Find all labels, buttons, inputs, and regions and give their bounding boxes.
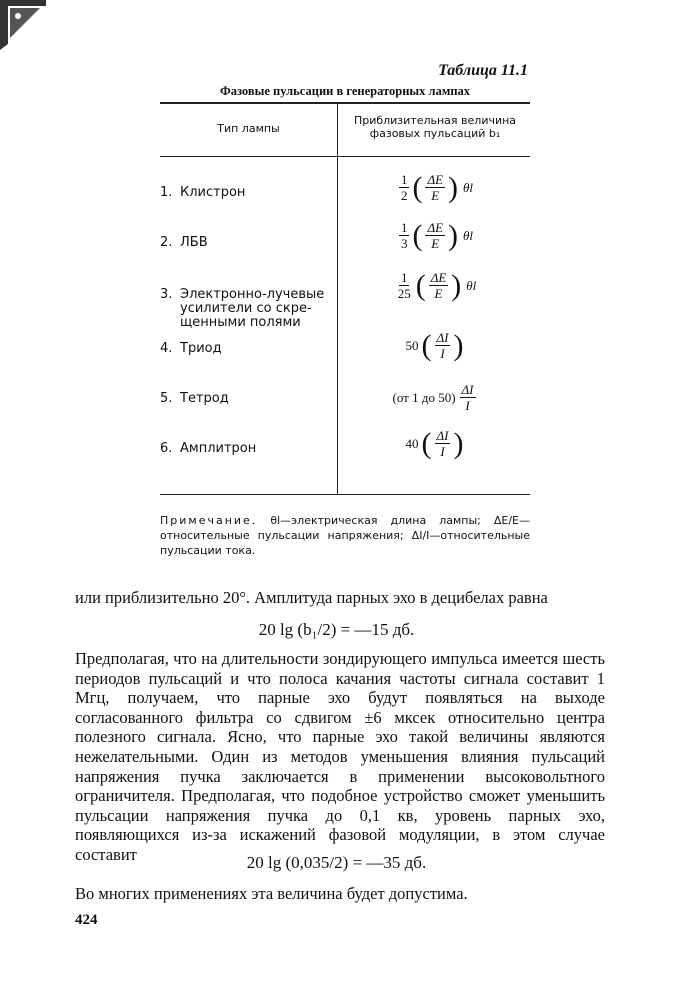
row-formula-1 bbox=[340, 172, 530, 203]
ratio-fraction bbox=[429, 270, 449, 301]
equation-2: 20 lg (0,035/2) = —35 дб. bbox=[246, 853, 427, 872]
formula-suffix: θl bbox=[466, 277, 477, 293]
formula-prefix: (от 1 до 50) bbox=[392, 389, 456, 405]
formula-coefficient bbox=[399, 220, 410, 251]
right-paren-icon: ) bbox=[448, 170, 459, 204]
row-formula-3 bbox=[340, 270, 530, 301]
row-label-2 bbox=[160, 236, 335, 250]
left-paren-icon: ( bbox=[412, 218, 423, 252]
table-note bbox=[160, 513, 530, 558]
paragraph-2: Предполагая, что на длительности зондирующего импульса имеется шесть периодов пульсаций и что полоса качания частоты сигнала составит 1 Мгц, получаем, что парные эхо будут появляться на выходе согласованного фильтра со сдвигом ±6 мксек относительно центра полезного сигнала. Ясно, что парные эхо такой величины являются нежелательными. Один из методов уменьшения влияния пульсаций напряжения пучка заключается в применении высоковольтного ограничителя. Предполагая, что подобное устройство сможет уменьшить пульсации напряжения пучка до 0,1 кв, уровень парных эхо, появляющихся из-за искажений фазовой модуляции, в этом случае составит bbox=[75, 649, 605, 864]
formula-prefix: 40 bbox=[405, 435, 419, 451]
ratio-denominator: I bbox=[465, 398, 470, 413]
column-header-value bbox=[340, 114, 530, 140]
left-paren-icon: ( bbox=[421, 426, 432, 460]
table-column-divider bbox=[337, 103, 338, 494]
row-label-line: Электронно-лучевые bbox=[180, 287, 325, 302]
right-paren-icon: ) bbox=[451, 268, 462, 302]
row-number: 2. bbox=[160, 235, 173, 250]
row-label-5 bbox=[160, 392, 335, 406]
ratio-numerator: ΔI bbox=[436, 428, 449, 443]
column-header-value-line1: Приблизительная величина bbox=[353, 114, 517, 127]
ratio-fraction bbox=[425, 172, 445, 203]
corner-ornament-icon bbox=[0, 0, 46, 50]
page-number: 424 bbox=[75, 912, 98, 928]
table-header-rule bbox=[160, 156, 530, 157]
row-label-6 bbox=[160, 442, 335, 456]
coef-numerator: 1 bbox=[400, 220, 408, 235]
row-number: 5. bbox=[160, 391, 173, 406]
ratio-denominator: I bbox=[440, 346, 445, 361]
coef-numerator: 1 bbox=[400, 270, 408, 285]
row-label-line: Триод bbox=[180, 341, 222, 356]
column-header-type: Тип лампы bbox=[217, 122, 280, 135]
table-note-text: θl—электрическая длина лампы; ΔE/E—относительные пульсации напряжения; ΔI/I—относительные пульсации тока. bbox=[160, 514, 530, 557]
row-label-line: Тетрод bbox=[180, 391, 229, 406]
formula-suffix: θl bbox=[463, 227, 474, 243]
right-paren-icon: ) bbox=[448, 218, 459, 252]
row-number: 6. bbox=[160, 441, 173, 456]
row-number: 4. bbox=[160, 341, 173, 356]
coef-denominator: 25 bbox=[397, 286, 411, 301]
coef-numerator: 1 bbox=[400, 172, 408, 187]
ratio-numerator: ΔI bbox=[461, 382, 474, 397]
row-formula-2 bbox=[340, 220, 530, 251]
row-label-line: усилители со скре- bbox=[180, 301, 312, 316]
ratio-numerator: ΔE bbox=[427, 172, 444, 187]
table-note-lead: Примечание. bbox=[160, 514, 258, 527]
ratio-denominator: E bbox=[431, 188, 440, 203]
coef-denominator: 3 bbox=[400, 236, 408, 251]
row-label-line: Клистрон bbox=[180, 185, 246, 200]
table-top-rule bbox=[160, 102, 530, 104]
formula-prefix: 50 bbox=[405, 337, 419, 353]
row-label-line: щенными полями bbox=[180, 315, 301, 330]
equation-1: 20 lg (b₁/2) = —15 дб. bbox=[258, 620, 415, 639]
ratio-fraction bbox=[435, 330, 451, 361]
right-paren-icon: ) bbox=[453, 328, 464, 362]
row-formula-4 bbox=[340, 330, 530, 361]
formula-coefficient bbox=[399, 172, 410, 203]
ratio-denominator: I bbox=[440, 444, 445, 459]
table-bottom-rule bbox=[160, 494, 530, 495]
left-paren-icon: ( bbox=[415, 268, 426, 302]
table-title: Фазовые пульсации в генераторных лампах bbox=[219, 84, 471, 98]
ratio-fraction bbox=[435, 428, 451, 459]
row-label-1 bbox=[160, 186, 335, 200]
paragraph-3: Во многих применениях эта величина будет допустима. bbox=[75, 884, 468, 903]
row-label-line: ЛБВ bbox=[180, 235, 208, 250]
row-label-line: Амплитрон bbox=[180, 441, 257, 456]
ratio-numerator: ΔI bbox=[436, 330, 449, 345]
table-caption: Таблица 11.1 bbox=[438, 62, 528, 79]
coef-denominator: 2 bbox=[400, 188, 408, 203]
left-paren-icon: ( bbox=[421, 328, 432, 362]
formula-suffix: θl bbox=[463, 179, 474, 195]
formula-coefficient bbox=[396, 270, 413, 301]
paragraph-1: или приблизительно 20°. Амплитуда парных эхо в децибелах равна bbox=[75, 588, 548, 607]
row-formula-6 bbox=[340, 428, 530, 459]
row-label-4 bbox=[160, 342, 335, 356]
ratio-numerator: ΔE bbox=[430, 270, 447, 285]
left-paren-icon: ( bbox=[412, 170, 423, 204]
row-label-3 bbox=[160, 288, 335, 330]
row-number: 1. bbox=[160, 185, 173, 200]
ratio-fraction bbox=[460, 382, 476, 413]
ratio-denominator: E bbox=[431, 236, 440, 251]
ratio-fraction bbox=[425, 220, 445, 251]
row-number: 3. bbox=[160, 287, 173, 302]
ratio-numerator: ΔE bbox=[427, 220, 444, 235]
row-formula-5 bbox=[340, 382, 530, 413]
right-paren-icon: ) bbox=[453, 426, 464, 460]
ratio-denominator: E bbox=[434, 286, 443, 301]
column-header-value-line2: фазовых пульсаций b₁ bbox=[369, 127, 501, 140]
